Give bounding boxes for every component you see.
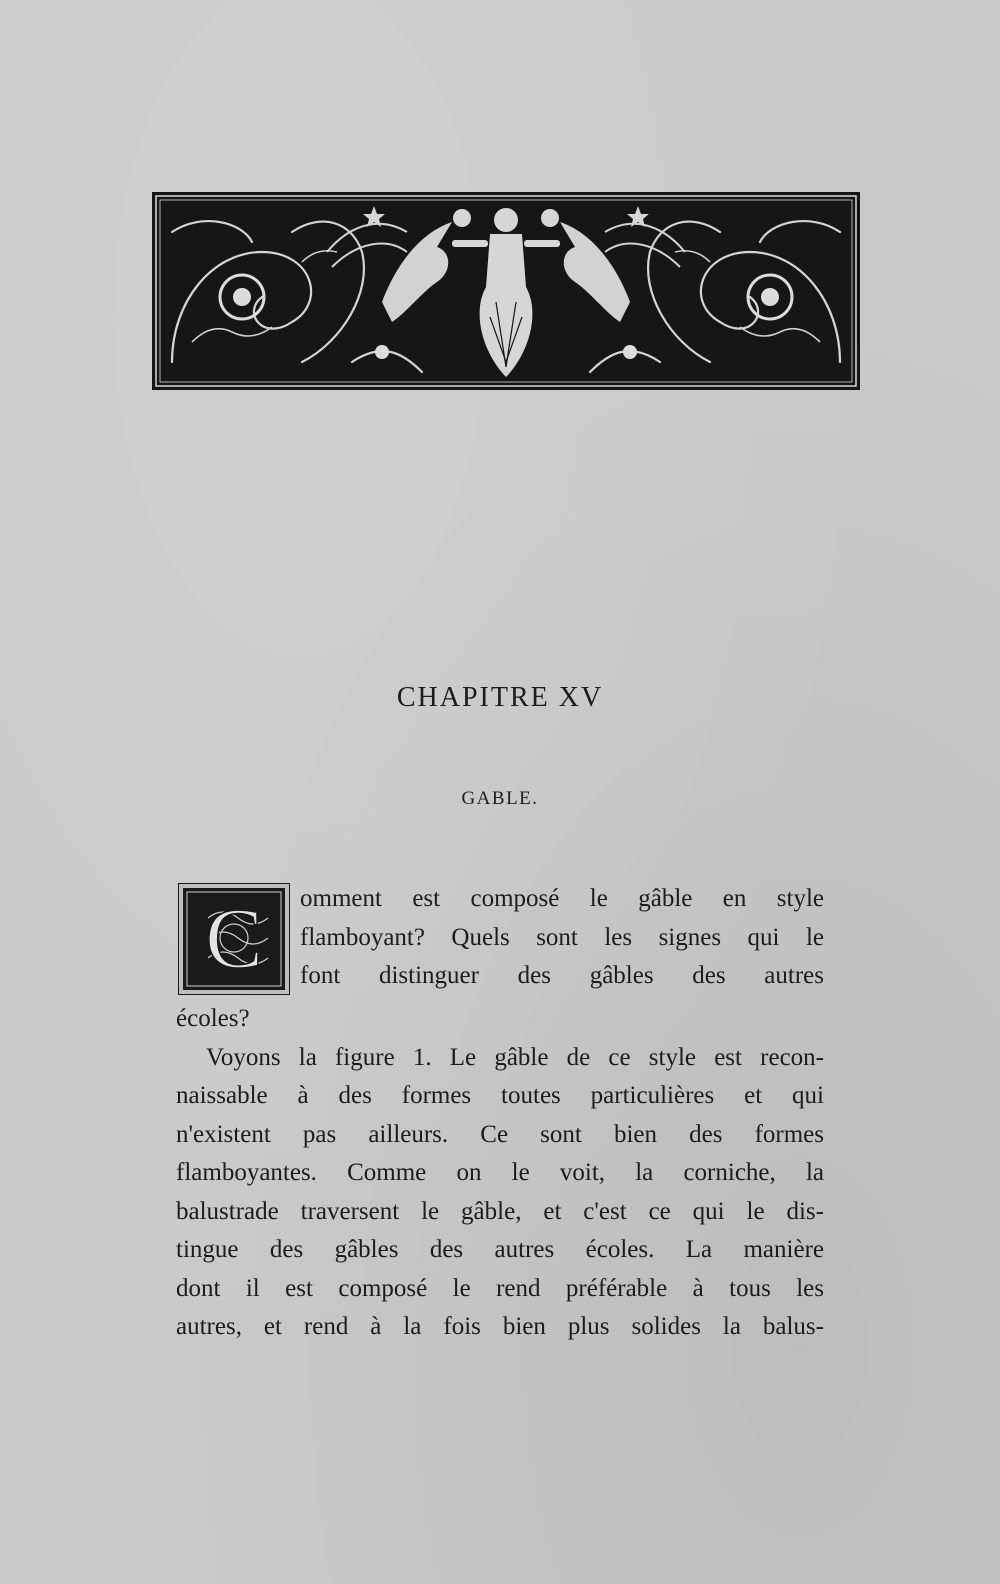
ornamental-headpiece-image	[152, 192, 860, 390]
text-line: naissable à des formes toutes particulières et qui	[176, 1082, 824, 1109]
text-line: écoles?	[176, 1005, 250, 1032]
text-line: Voyons la figure 1. Le gâble de ce style est recon-	[206, 1043, 824, 1071]
drop-cap-letter: C	[205, 890, 263, 986]
section-title: GABLE.	[461, 788, 539, 809]
text-line: tingue des gâbles des autres écoles. La manière	[176, 1236, 824, 1263]
text-line: flamboyantes. Comme on le voit, la corniche, la	[176, 1159, 824, 1186]
paragraph-1-lines-beside-cap	[300, 880, 824, 996]
text-line: omment est composé le gâble en style	[300, 885, 824, 912]
text-line: autres, et rend à la fois bien plus solides la balus-	[176, 1313, 824, 1340]
text-line: n'existent pas ailleurs. Ce sont bien des formes	[176, 1120, 824, 1148]
drop-cap-initial	[178, 883, 290, 995]
text-line: dont il est composé le rend préférable à tous les	[176, 1274, 824, 1302]
chapter-title: CHAPITRE XV	[396, 682, 604, 713]
text-line: font distinguer des gâbles des autres	[300, 962, 824, 989]
body-text	[176, 1000, 824, 1347]
text-line: balustrade traversent le gâble, et c'est ce qui le dis-	[176, 1197, 824, 1225]
text-line: flamboyant? Quels sont les signes qui le	[300, 923, 824, 951]
